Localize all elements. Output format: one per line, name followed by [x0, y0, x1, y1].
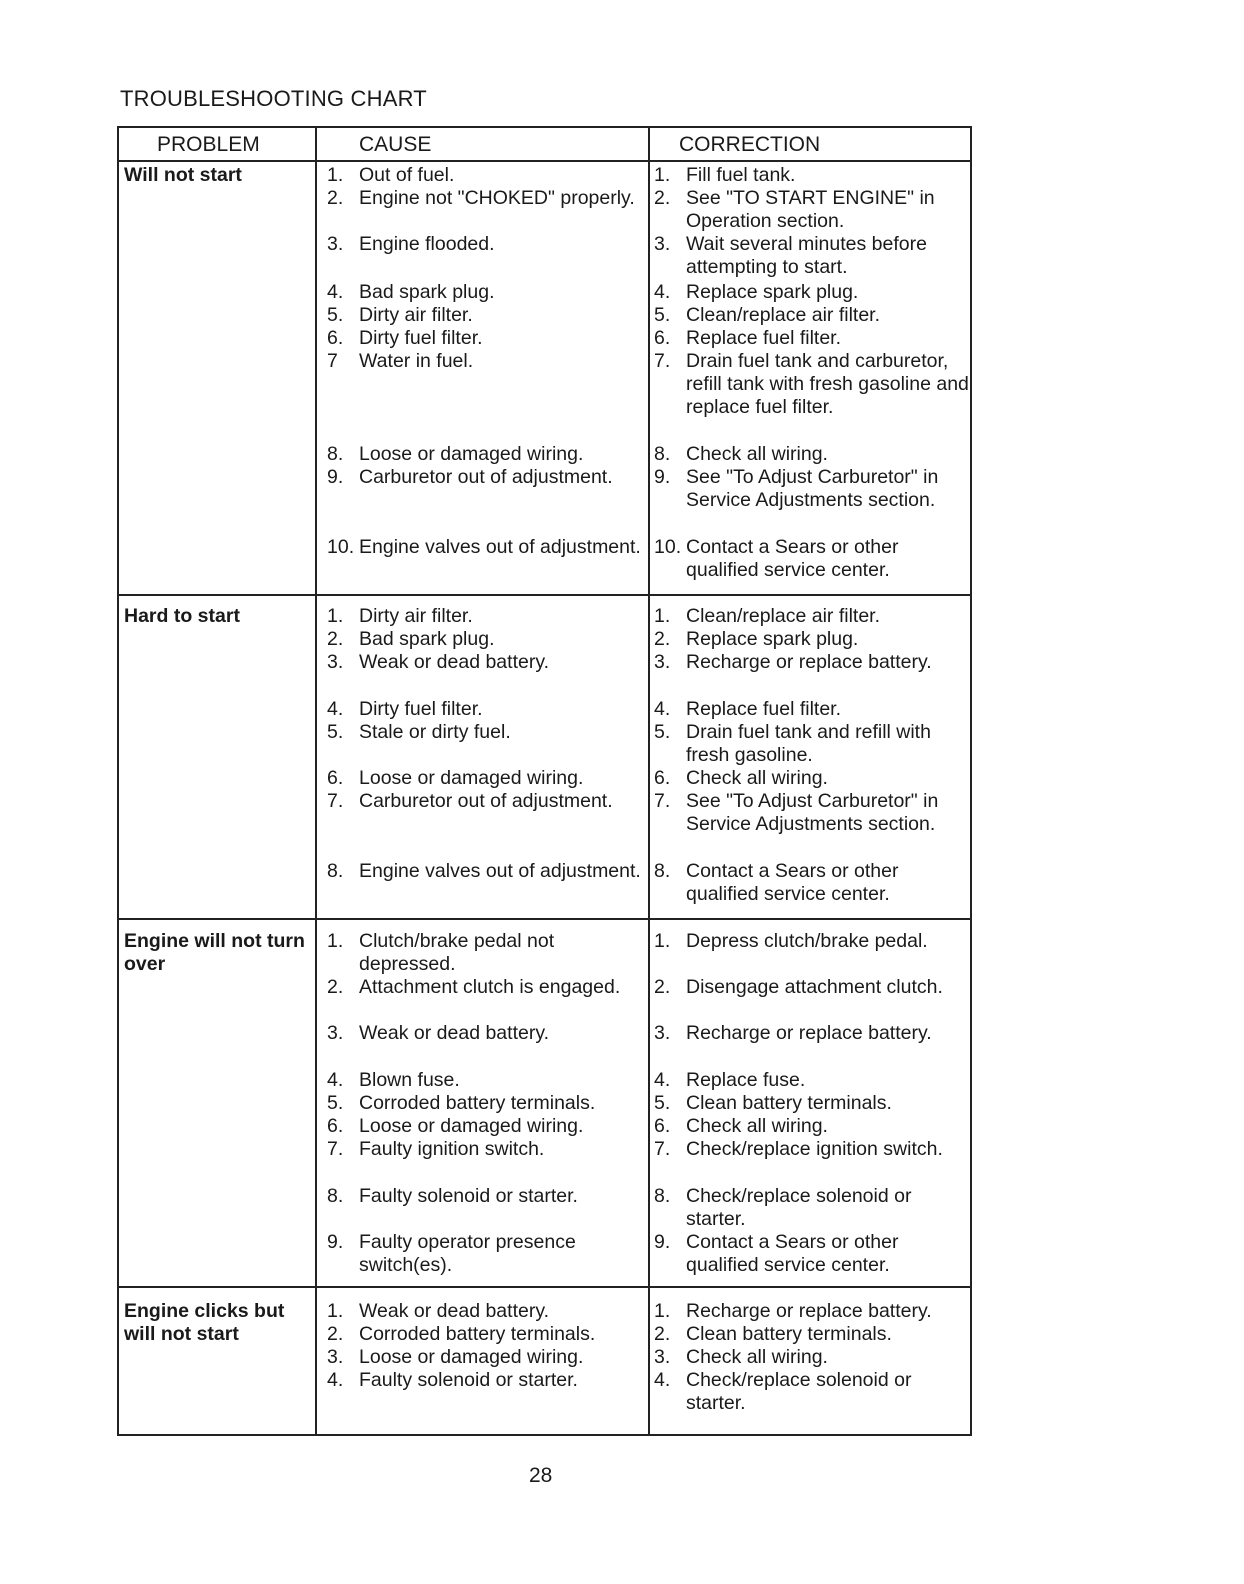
cause-item-number: 4. [327, 281, 344, 303]
cause-item-number: 5. [327, 1092, 344, 1114]
correction-item-text: Recharge or replace battery. [686, 1022, 932, 1044]
correction-item-text: Replace fuel filter. [686, 698, 842, 720]
header-correction: CORRECTION [679, 133, 821, 156]
correction-item-number: 4. [654, 1369, 671, 1391]
correction-item-number: 10. [654, 536, 682, 558]
cause-item-text: Carburetor out of adjustment. [359, 466, 613, 488]
cause-item-text: Carburetor out of adjustment. [359, 790, 613, 812]
correction-item-number: 1. [654, 164, 671, 186]
cause-item-number: 6. [327, 767, 344, 789]
page-number: 28 [529, 1464, 553, 1487]
cause-item-number: 3. [327, 233, 344, 255]
correction-item-number: 6. [654, 767, 671, 789]
correction-item-number: 3. [654, 1022, 671, 1044]
correction-item-number: 8. [654, 1185, 671, 1207]
cause-item-text: Water in fuel. [359, 350, 474, 372]
cause-item-text: Dirty air filter. [359, 605, 473, 627]
correction-item-text: Clean battery terminals. [686, 1323, 892, 1345]
cause-item-text: Clutch/brake pedal not depressed. [359, 930, 555, 975]
cause-item-text: Engine flooded. [359, 233, 495, 255]
correction-item-text: Contact a Sears or other qualified service center. [686, 1231, 899, 1276]
troubleshooting-table [117, 126, 972, 1436]
cause-item-text: Weak or dead battery. [359, 1300, 550, 1322]
cause-item-number: 4. [327, 1069, 344, 1091]
header-divider [119, 160, 970, 162]
cause-item-text: Out of fuel. [359, 164, 455, 186]
correction-item-number: 3. [654, 651, 671, 673]
cause-item-number: 4. [327, 1369, 344, 1391]
correction-item-text: Depress clutch/brake pedal. [686, 930, 928, 952]
cause-item-number: 2. [327, 187, 344, 209]
cause-item-number: 1. [327, 930, 344, 952]
cause-item-number: 2. [327, 976, 344, 998]
correction-item-text: Clean/replace air filter. [686, 605, 881, 627]
cause-item-text: Engine valves out of adjustment. [359, 536, 641, 558]
correction-item-text: Replace spark plug. [686, 281, 859, 303]
correction-item-number: 2. [654, 1323, 671, 1345]
correction-item-text: Drain fuel tank and carburetor, refill tank with fresh gasoline and replace fuel filter. [686, 350, 969, 418]
correction-item-number: 4. [654, 698, 671, 720]
cause-item-number: 2. [327, 1323, 344, 1345]
cause-item-text: Faulty operator presence switch(es). [359, 1231, 576, 1276]
cause-item-text: Weak or dead battery. [359, 651, 550, 673]
cause-item-text: Bad spark plug. [359, 628, 495, 650]
cause-item-number: 1. [327, 164, 344, 186]
cause-item-number: 10. [327, 536, 355, 558]
cause-item-text: Dirty fuel filter. [359, 698, 483, 720]
correction-item-text: Clean battery terminals. [686, 1092, 892, 1114]
cause-item-number: 2. [327, 628, 344, 650]
correction-item-text: Recharge or replace battery. [686, 651, 932, 673]
correction-item-text: Replace fuse. [686, 1069, 806, 1091]
correction-item-number: 3. [654, 1346, 671, 1368]
cause-item-text: Dirty fuel filter. [359, 327, 483, 349]
correction-item-number: 6. [654, 1115, 671, 1137]
header-cause: CAUSE [359, 133, 432, 156]
correction-item-number: 1. [654, 605, 671, 627]
cause-item-text: Loose or damaged wiring. [359, 767, 584, 789]
problem-label: Hard to start [124, 605, 240, 627]
problem-label: Engine clicks but will not start [124, 1300, 285, 1345]
cause-item-text: Loose or damaged wiring. [359, 443, 584, 465]
correction-item-text: Wait several minutes before attempting to start. [686, 233, 927, 278]
cause-item-text: Loose or damaged wiring. [359, 1115, 584, 1137]
cause-item-number: 8. [327, 860, 344, 882]
correction-item-text: Check/replace solenoid or starter. [686, 1369, 912, 1414]
cause-item-text: Corroded battery terminals. [359, 1092, 596, 1114]
correction-item-text: Replace spark plug. [686, 628, 859, 650]
cause-item-text: Loose or damaged wiring. [359, 1346, 584, 1368]
cause-item-text: Attachment clutch is engaged. [359, 976, 621, 998]
correction-item-text: Check all wiring. [686, 767, 828, 789]
cause-item-number: 3. [327, 1022, 344, 1044]
cause-item-number: 8. [327, 443, 344, 465]
correction-item-text: Fill fuel tank. [686, 164, 796, 186]
correction-item-number: 4. [654, 281, 671, 303]
correction-item-number: 9. [654, 466, 671, 488]
cause-item-text: Faulty solenoid or starter. [359, 1369, 578, 1391]
correction-item-number: 1. [654, 1300, 671, 1322]
correction-item-number: 4. [654, 1069, 671, 1091]
cause-item-number: 1. [327, 1300, 344, 1322]
correction-item-number: 2. [654, 628, 671, 650]
cause-item-text: Faulty solenoid or starter. [359, 1185, 578, 1207]
correction-item-text: See "To Adjust Carburetor" in Service Adjustments section. [686, 790, 939, 835]
cause-item-number: 6. [327, 1115, 344, 1137]
cause-item-number: 5. [327, 721, 344, 743]
problem-label: Will not start [124, 164, 242, 186]
cause-item-number: 4. [327, 698, 344, 720]
correction-item-number: 9. [654, 1231, 671, 1253]
problem-label: Engine will not turn over [124, 930, 305, 975]
cause-item-text: Bad spark plug. [359, 281, 495, 303]
correction-item-number: 5. [654, 304, 671, 326]
correction-item-number: 7. [654, 350, 671, 372]
correction-item-number: 7. [654, 790, 671, 812]
correction-item-number: 1. [654, 930, 671, 952]
correction-item-text: Contact a Sears or other qualified service center. [686, 860, 899, 905]
cause-item-number: 3. [327, 651, 344, 673]
correction-item-text: Check all wiring. [686, 1115, 828, 1137]
cause-item-number: 5. [327, 304, 344, 326]
cause-item-text: Stale or dirty fuel. [359, 721, 511, 743]
cause-item-number: 9. [327, 1231, 344, 1253]
cause-item-number: 6. [327, 327, 344, 349]
correction-item-text: Check/replace ignition switch. [686, 1138, 943, 1160]
correction-item-number: 3. [654, 233, 671, 255]
correction-item-number: 8. [654, 443, 671, 465]
chart-title: TROUBLESHOOTING CHART [120, 86, 427, 111]
correction-item-number: 2. [654, 187, 671, 209]
cause-item-text: Blown fuse. [359, 1069, 460, 1091]
section-divider [119, 918, 970, 920]
header-problem: PROBLEM [157, 133, 260, 156]
correction-item-number: 6. [654, 327, 671, 349]
correction-item-text: Clean/replace air filter. [686, 304, 881, 326]
cause-item-text: Weak or dead battery. [359, 1022, 550, 1044]
correction-item-number: 5. [654, 721, 671, 743]
cause-item-text: Engine not "CHOKED" properly. [359, 187, 635, 209]
section-divider [119, 594, 970, 596]
cause-item-number: 3. [327, 1346, 344, 1368]
correction-item-text: Check all wiring. [686, 1346, 828, 1368]
correction-item-number: 5. [654, 1092, 671, 1114]
correction-item-text: Contact a Sears or other qualified service center. [686, 536, 899, 581]
cause-item-number: 7 [327, 350, 338, 372]
correction-item-number: 7. [654, 1138, 671, 1160]
correction-item-number: 8. [654, 860, 671, 882]
correction-item-text: Disengage attachment clutch. [686, 976, 943, 998]
correction-item-text: Replace fuel filter. [686, 327, 842, 349]
cause-item-text: Engine valves out of adjustment. [359, 860, 641, 882]
cause-item-text: Faulty ignition switch. [359, 1138, 545, 1160]
correction-item-text: Drain fuel tank and refill with fresh gasoline. [686, 721, 931, 766]
cause-item-number: 7. [327, 790, 344, 812]
correction-item-text: Check/replace solenoid or starter. [686, 1185, 912, 1230]
correction-item-text: Recharge or replace battery. [686, 1300, 932, 1322]
cause-item-text: Corroded battery terminals. [359, 1323, 596, 1345]
cause-item-number: 9. [327, 466, 344, 488]
cause-item-number: 7. [327, 1138, 344, 1160]
cause-item-number: 1. [327, 605, 344, 627]
cause-item-text: Dirty air filter. [359, 304, 473, 326]
correction-item-text: See "To Adjust Carburetor" in Service Adjustments section. [686, 466, 939, 511]
cause-item-number: 8. [327, 1185, 344, 1207]
correction-item-number: 2. [654, 976, 671, 998]
column-divider [315, 128, 317, 1434]
correction-item-text: Check all wiring. [686, 443, 828, 465]
correction-item-text: See "TO START ENGINE" in Operation section. [686, 187, 935, 232]
section-divider [119, 1286, 970, 1288]
